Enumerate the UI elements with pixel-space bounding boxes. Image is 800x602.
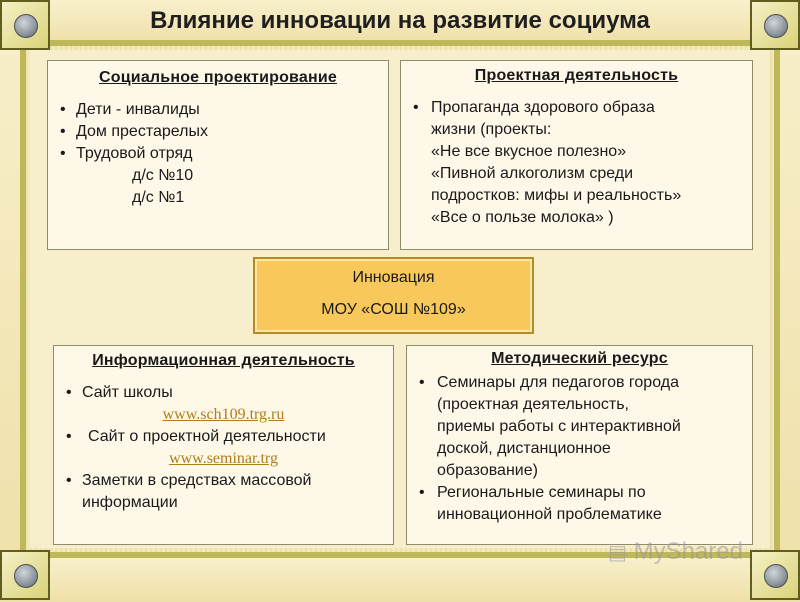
circle-icon: [14, 14, 38, 38]
watermark-text: MyShared: [633, 538, 743, 565]
frame-rail: [774, 0, 780, 600]
frame-rail: [20, 0, 26, 600]
list-item: [407, 482, 752, 526]
list-item: • Дом престарелых: [48, 121, 388, 143]
presentation-icon: ▤: [608, 542, 627, 564]
innovation-center-box: [253, 257, 534, 334]
list-line: приемы работы с интерактивной: [437, 418, 681, 435]
social-projecting-list: [48, 99, 388, 165]
circle-icon: [764, 14, 788, 38]
circle-icon: [14, 564, 38, 588]
list-item: [54, 470, 393, 514]
project-activity-list: [401, 97, 752, 229]
methodical-resource-box: [406, 345, 753, 545]
information-activity-box: [53, 345, 394, 545]
frame-rail: [0, 40, 800, 46]
list-line: «Не все вкусное полезно»: [431, 143, 627, 160]
list-item: • Сайт о проектной деятельности: [54, 426, 393, 448]
list-item: [401, 97, 752, 229]
information-activity-list: [54, 426, 393, 448]
list-line: образование): [437, 462, 538, 479]
methodical-resource-list: [407, 372, 752, 526]
list-item: [407, 372, 752, 482]
innovation-label: Инновация: [352, 269, 435, 286]
list-line: «Все о пользе молока» ): [431, 209, 614, 226]
sub-item: д/с №10: [132, 167, 194, 184]
list-line: «Пивной алкоголизм среди: [431, 165, 634, 182]
school-name: МОУ «СОШ №109»: [321, 301, 466, 318]
information-activity-list: [54, 382, 393, 404]
list-line: Семинары для педагогов города: [437, 374, 679, 391]
information-activity-list: [54, 470, 393, 514]
project-site-link[interactable]: www.seminar.trg: [169, 450, 278, 467]
list-item: • Дети - инвалиды: [48, 99, 388, 121]
list-line: подростков: мифы и реальность»: [431, 187, 682, 204]
list-line: доской, дистанционное: [437, 440, 611, 457]
project-activity-box: [400, 60, 753, 250]
list-line: информации: [82, 494, 178, 511]
methodical-resource-heading: Методический ресурс: [491, 350, 668, 367]
school-site-link[interactable]: www.sch109.trg.ru: [162, 406, 285, 423]
watermark: [608, 538, 768, 568]
list-item: • Трудовой отряд: [48, 143, 388, 165]
corner-ornament-top-left: [0, 0, 50, 50]
list-line: жизни (проекты:: [431, 121, 552, 138]
corner-ornament-top-right: [750, 0, 800, 50]
corner-ornament-bottom-left: [0, 550, 50, 600]
sub-item: д/с №1: [132, 189, 185, 206]
social-projecting-heading: Социальное проектирование: [99, 69, 337, 86]
list-line: Региональные семинары по: [437, 484, 646, 501]
project-activity-heading: Проектная деятельность: [474, 67, 679, 84]
information-activity-heading: Информационная деятельность: [92, 352, 355, 369]
list-line: Пропаганда здорового образа: [431, 99, 655, 116]
list-item: • Сайт школы: [54, 382, 393, 404]
social-projecting-box: [47, 60, 389, 250]
list-line: (проектная деятельность,: [437, 396, 629, 413]
list-line: Заметки в средствах массовой: [82, 472, 312, 489]
list-line: инновационной проблематике: [437, 506, 662, 523]
page-title: Влияние инновации на развитие социума: [150, 7, 650, 34]
